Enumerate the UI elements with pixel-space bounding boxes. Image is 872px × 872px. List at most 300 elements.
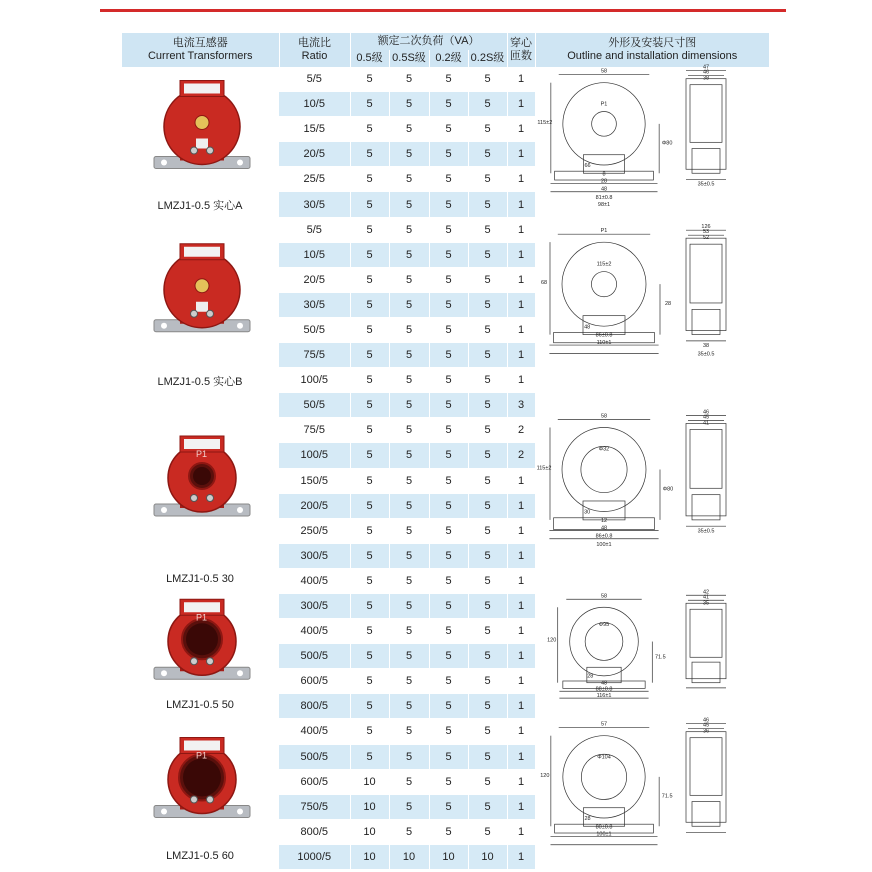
model-name: LMZJ1-0.5 50 — [166, 699, 234, 712]
header-product-en: Current Transformers — [147, 50, 253, 62]
burden-0.5s-cell: 5 — [389, 267, 429, 292]
burden-0.2s-cell: 5 — [468, 694, 507, 719]
burden-0.5s-cell: 5 — [389, 317, 429, 342]
svg-text:P1: P1 — [196, 750, 208, 761]
ratio-cell: 800/5 — [279, 694, 350, 719]
burden-0.2-cell: 5 — [429, 443, 468, 468]
burden-0.5s-cell: 5 — [389, 192, 429, 217]
burden-0.5s-cell: 5 — [389, 694, 429, 719]
burden-0.2s-cell: 5 — [468, 418, 507, 443]
burden-0.5-cell: 5 — [350, 393, 389, 418]
header-turns-label: 穿心匝数 — [510, 37, 532, 62]
turns-cell: 1 — [507, 242, 535, 267]
side-dimension-label: 35±0.5 — [697, 351, 714, 358]
transformer-photo — [122, 68, 278, 193]
burden-0.5s-cell: 5 — [389, 669, 429, 694]
front-dimension-label: Φ80 — [661, 140, 672, 147]
header-class: 0.2S级 — [468, 50, 507, 67]
burden-0.5-cell: 5 — [350, 317, 389, 342]
burden-0.5s-cell: 5 — [389, 393, 429, 418]
ratio-cell: 500/5 — [279, 744, 350, 769]
front-dimension-label: Φ80 — [662, 486, 673, 493]
burden-0.2-cell: 5 — [429, 393, 468, 418]
burden-0.2-cell: 5 — [429, 67, 468, 92]
burden-0.5-cell: 5 — [350, 443, 389, 468]
burden-0.2s-cell: 5 — [468, 543, 507, 568]
burden-0.2s-cell: 5 — [468, 468, 507, 493]
front-dimension-label: 28 — [600, 179, 607, 186]
turns-cell: 1 — [507, 744, 535, 769]
side-dimension-label: 38 — [702, 343, 709, 350]
product-cell — [122, 393, 279, 593]
front-dimension-label: 28 — [586, 673, 593, 680]
burden-0.2-cell: 5 — [429, 493, 468, 518]
front-dimension-label: 120 — [546, 637, 556, 644]
outline-drawing — [536, 717, 770, 868]
transformer-photo — [122, 219, 278, 369]
ratio-cell: 400/5 — [279, 619, 350, 644]
ratio-cell: 10/5 — [279, 92, 350, 117]
ratio-cell: 30/5 — [279, 192, 350, 217]
turns-cell: 1 — [507, 493, 535, 518]
burden-0.2s-cell: 5 — [468, 343, 507, 368]
burden-0.2-cell: 5 — [429, 468, 468, 493]
burden-0.2s-cell: 5 — [468, 493, 507, 518]
front-view — [562, 735, 644, 817]
front-dimension-label: 100±1 — [595, 542, 612, 549]
turns-cell: 1 — [507, 292, 535, 317]
ratio-cell: 1000/5 — [279, 844, 350, 869]
ratio-cell: 100/5 — [279, 443, 350, 468]
burden-0.5s-cell: 5 — [389, 92, 429, 117]
ratio-cell: 30/5 — [279, 292, 350, 317]
burden-0.5-cell: 5 — [350, 117, 389, 142]
front-dimension-label: P1 — [600, 101, 607, 108]
header-product — [122, 33, 279, 67]
front-dimension-label: 12 — [600, 518, 607, 525]
burden-0.5s-cell: 5 — [389, 493, 429, 518]
front-dimension-label: 28 — [664, 301, 671, 308]
side-dimension-label: 46 — [702, 409, 709, 416]
burden-0.5s-cell: 5 — [389, 218, 429, 243]
burden-0.2s-cell: 5 — [468, 167, 507, 192]
burden-0.5-cell: 10 — [350, 769, 389, 794]
side-dimension-label: 35±0.5 — [697, 181, 714, 188]
turns-cell: 1 — [507, 619, 535, 644]
ratio-cell: 5/5 — [279, 67, 350, 92]
burden-0.5-cell: 5 — [350, 343, 389, 368]
burden-0.2-cell: 5 — [429, 568, 468, 593]
burden-0.2s-cell: 5 — [468, 619, 507, 644]
side-dimension-label: 46 — [702, 717, 709, 724]
burden-0.5s-cell: 5 — [389, 142, 429, 167]
turns-cell: 1 — [507, 669, 535, 694]
front-dimension-label: 86±0.8 — [595, 533, 612, 540]
model-name: LMZJ1-0.5 60 — [166, 849, 234, 862]
ratio-cell: 400/5 — [279, 719, 350, 744]
burden-0.5s-cell: 5 — [389, 418, 429, 443]
turns-cell: 1 — [507, 368, 535, 393]
burden-0.5s-cell: 5 — [389, 167, 429, 192]
header-ratio-cn: 电流比 — [298, 37, 331, 49]
burden-0.5-cell: 5 — [350, 267, 389, 292]
front-dimension-label: 68 — [540, 280, 547, 287]
burden-0.2s-cell: 5 — [468, 644, 507, 669]
ratio-cell: 10/5 — [279, 242, 350, 267]
burden-0.2s-cell: 5 — [468, 669, 507, 694]
burden-0.5-cell: 5 — [350, 218, 389, 243]
outline-drawing — [536, 64, 770, 215]
turns-cell: 1 — [507, 117, 535, 142]
burden-0.5-cell: 5 — [350, 568, 389, 593]
turns-cell: 1 — [507, 568, 535, 593]
burden-0.5s-cell: 5 — [389, 518, 429, 543]
burden-0.2-cell: 5 — [429, 694, 468, 719]
table-row — [122, 218, 770, 243]
ratio-cell: 15/5 — [279, 117, 350, 142]
ratio-cell: 600/5 — [279, 669, 350, 694]
burden-0.5-cell: 5 — [350, 694, 389, 719]
turns-cell: 1 — [507, 543, 535, 568]
ratio-cell: 250/5 — [279, 518, 350, 543]
burden-0.2s-cell: 5 — [468, 267, 507, 292]
side-dimension-label: 36 — [702, 728, 709, 735]
front-dimension-label: 48 — [600, 525, 607, 532]
turns-cell: 1 — [507, 719, 535, 744]
burden-0.5s-cell: 10 — [389, 844, 429, 869]
burden-0.5s-cell: 5 — [389, 117, 429, 142]
front-dimension-label: 98±1 — [597, 202, 610, 209]
burden-0.2-cell: 5 — [429, 819, 468, 844]
burden-0.5s-cell: 5 — [389, 368, 429, 393]
burden-0.2s-cell: 5 — [468, 719, 507, 744]
burden-0.2-cell: 5 — [429, 418, 468, 443]
table-row — [122, 719, 770, 744]
burden-0.5-cell: 10 — [350, 819, 389, 844]
side-dimension-label: 41 — [702, 594, 709, 601]
header-turns — [507, 33, 535, 67]
burden-0.5-cell: 5 — [350, 242, 389, 267]
burden-0.2-cell: 5 — [429, 218, 468, 243]
ratio-cell: 50/5 — [279, 393, 350, 418]
header-burden: 额定二次负荷（VA） — [350, 33, 507, 50]
burden-0.5s-cell: 5 — [389, 292, 429, 317]
ratio-cell: 20/5 — [279, 267, 350, 292]
burden-0.2-cell: 5 — [429, 594, 468, 619]
spec-table — [122, 33, 770, 870]
turns-cell: 1 — [507, 468, 535, 493]
front-dimension-label: P1 — [600, 228, 607, 235]
burden-0.2-cell: 5 — [429, 794, 468, 819]
ratio-cell: 200/5 — [279, 493, 350, 518]
burden-0.5s-cell: 5 — [389, 744, 429, 769]
table-row — [122, 393, 770, 418]
front-dimension-label: 71.5 — [654, 654, 666, 661]
side-dimension-label: 35 — [702, 600, 709, 607]
front-dimension-label: 28 — [583, 815, 591, 822]
front-dimension-label: 100±1 — [595, 831, 612, 838]
front-dimension-label: 57 — [600, 721, 607, 728]
burden-0.2-cell: 10 — [429, 844, 468, 869]
side-dimension-label: 35±0.5 — [697, 528, 714, 535]
svg-text:P1: P1 — [196, 612, 208, 623]
outline-drawing — [536, 395, 770, 591]
side-dimension-label: 42 — [702, 589, 709, 596]
product-cell — [122, 594, 279, 719]
burden-0.2-cell: 5 — [429, 518, 468, 543]
burden-0.5-cell: 5 — [350, 292, 389, 317]
front-view — [569, 607, 638, 676]
turns-cell: 1 — [507, 343, 535, 368]
header-ratio-en: Ratio — [301, 50, 328, 62]
burden-0.2-cell: 5 — [429, 292, 468, 317]
front-dimension-label: 88±0.8 — [595, 686, 612, 693]
drawing-cell — [535, 589, 770, 719]
front-dimension-label: 81±0.8 — [595, 195, 612, 202]
turns-cell: 1 — [507, 769, 535, 794]
turns-cell: 1 — [507, 844, 535, 869]
burden-0.5-cell: 5 — [350, 594, 389, 619]
front-dimension-label: Φ104 — [596, 754, 611, 761]
burden-0.2-cell: 5 — [429, 368, 468, 393]
burden-0.2s-cell: 5 — [468, 744, 507, 769]
burden-0.5-cell: 5 — [350, 142, 389, 167]
burden-0.2s-cell: 5 — [468, 518, 507, 543]
burden-0.5-cell: 5 — [350, 669, 389, 694]
table-row — [122, 67, 770, 92]
turns-cell: 2 — [507, 443, 535, 468]
transformer-photo — [122, 721, 278, 846]
burden-0.5s-cell: 5 — [389, 543, 429, 568]
turns-cell: 1 — [507, 267, 535, 292]
burden-0.5-cell: 5 — [350, 368, 389, 393]
front-dimension-label: 48 — [600, 680, 607, 687]
front-dimension-label: 58 — [600, 593, 607, 600]
ratio-cell: 50/5 — [279, 317, 350, 342]
burden-0.2-cell: 5 — [429, 167, 468, 192]
header-class: 0.2级 — [429, 50, 468, 67]
drawing-cell — [535, 393, 770, 596]
front-dimension-label: 80±0.8 — [595, 824, 612, 831]
side-dimension-label: 46 — [702, 69, 709, 76]
burden-0.5-cell: 5 — [350, 418, 389, 443]
front-dimension-label: 48 — [600, 186, 607, 193]
side-dimension-label: 47 — [702, 64, 709, 71]
transformer-photo — [122, 395, 278, 569]
ratio-cell: 750/5 — [279, 794, 350, 819]
turns-cell: 1 — [507, 594, 535, 619]
burden-0.5s-cell: 5 — [389, 819, 429, 844]
burden-0.2-cell: 5 — [429, 242, 468, 267]
product-cell — [122, 218, 279, 393]
turns-cell: 1 — [507, 317, 535, 342]
model-name: LMZJ1-0.5 30 — [166, 573, 234, 586]
burden-0.2-cell: 5 — [429, 669, 468, 694]
side-dimension-label: 52 — [702, 235, 709, 242]
burden-0.2-cell: 5 — [429, 719, 468, 744]
burden-0.2s-cell: 5 — [468, 142, 507, 167]
drawing-cell — [535, 719, 770, 869]
burden-0.2-cell: 5 — [429, 744, 468, 769]
burden-0.5-cell: 5 — [350, 92, 389, 117]
burden-0.2s-cell: 5 — [468, 67, 507, 92]
burden-0.5s-cell: 5 — [389, 468, 429, 493]
burden-0.5-cell: 5 — [350, 644, 389, 669]
burden-0.2s-cell: 5 — [468, 218, 507, 243]
burden-0.5-cell: 5 — [350, 744, 389, 769]
ratio-cell: 75/5 — [279, 418, 350, 443]
front-dimension-label: 115±2 — [536, 120, 552, 127]
ratio-cell: 500/5 — [279, 644, 350, 669]
front-dimension-label: Φ95 — [598, 622, 609, 629]
transformer-photo — [122, 595, 278, 696]
burden-0.2s-cell: 5 — [468, 568, 507, 593]
product-cell — [122, 719, 279, 869]
burden-0.2s-cell: 5 — [468, 317, 507, 342]
front-dimension-label: 58 — [600, 68, 607, 75]
burden-0.2-cell: 5 — [429, 619, 468, 644]
burden-0.2s-cell: 5 — [468, 292, 507, 317]
model-name: LMZJ1-0.5 实心B — [157, 375, 243, 388]
side-dimension-label: 41 — [702, 420, 709, 427]
front-dimension-label: 48 — [583, 324, 590, 331]
burden-0.5s-cell: 5 — [389, 594, 429, 619]
drawing-cell — [535, 64, 770, 217]
burden-0.2-cell: 5 — [429, 769, 468, 794]
burden-0.5-cell: 5 — [350, 167, 389, 192]
burden-0.2-cell: 5 — [429, 644, 468, 669]
ratio-cell: 150/5 — [279, 468, 350, 493]
ratio-cell: 300/5 — [279, 594, 350, 619]
turns-cell: 1 — [507, 192, 535, 217]
header-class: 0.5级 — [350, 50, 389, 67]
header-outline-cn: 外形及安装尺寸图 — [608, 37, 697, 49]
front-view — [562, 242, 646, 326]
front-dimension-label: Φ32 — [598, 446, 609, 453]
header-outline — [535, 33, 770, 67]
burden-0.2s-cell: 10 — [468, 844, 507, 869]
burden-0.5s-cell: 5 — [389, 242, 429, 267]
front-dimension-label: 110±1 — [596, 340, 611, 347]
front-dimension-label: 71.5 — [661, 793, 673, 800]
burden-0.5-cell: 5 — [350, 518, 389, 543]
turns-cell: 2 — [507, 418, 535, 443]
burden-0.2-cell: 5 — [429, 92, 468, 117]
turns-cell: 1 — [507, 142, 535, 167]
side-dimension-label: 45 — [702, 722, 709, 729]
side-dimension-label: 53 — [702, 229, 709, 236]
header-ratio — [279, 33, 350, 67]
svg-text:P1: P1 — [196, 449, 208, 460]
ratio-cell: 100/5 — [279, 368, 350, 393]
turns-cell: 3 — [507, 393, 535, 418]
turns-cell: 1 — [507, 794, 535, 819]
turns-cell: 1 — [507, 518, 535, 543]
burden-0.2s-cell: 5 — [468, 242, 507, 267]
ratio-cell: 400/5 — [279, 568, 350, 593]
burden-0.2s-cell: 5 — [468, 794, 507, 819]
model-name: LMZJ1-0.5 实心A — [157, 200, 243, 213]
side-dimension-label: 38 — [702, 75, 709, 82]
turns-cell: 1 — [507, 694, 535, 719]
product-cell — [122, 67, 279, 217]
header-outline-en: Outline and installation dimensions — [567, 50, 738, 62]
burden-0.2-cell: 5 — [429, 192, 468, 217]
burden-0.5-cell: 10 — [350, 794, 389, 819]
drawing-cell — [535, 218, 770, 393]
burden-0.5-cell: 5 — [350, 719, 389, 744]
top-accent-bar — [100, 9, 786, 12]
burden-0.2s-cell: 5 — [468, 769, 507, 794]
burden-0.5s-cell: 5 — [389, 719, 429, 744]
ratio-cell: 600/5 — [279, 769, 350, 794]
front-dimension-label: 116±1 — [596, 693, 611, 700]
burden-0.5s-cell: 5 — [389, 794, 429, 819]
burden-0.5-cell: 5 — [350, 543, 389, 568]
ratio-cell: 20/5 — [279, 142, 350, 167]
burden-0.5s-cell: 5 — [389, 769, 429, 794]
burden-0.5s-cell: 5 — [389, 343, 429, 368]
front-dimension-label: 66 — [583, 163, 591, 170]
side-dimension-label: 45 — [702, 414, 709, 421]
front-dimension-label: 8 — [601, 171, 606, 178]
burden-0.5-cell: 5 — [350, 192, 389, 217]
burden-0.2-cell: 5 — [429, 117, 468, 142]
burden-0.2s-cell: 5 — [468, 368, 507, 393]
header-class: 0.5S级 — [389, 50, 429, 67]
burden-0.2-cell: 5 — [429, 343, 468, 368]
ratio-cell: 5/5 — [279, 218, 350, 243]
ratio-cell: 800/5 — [279, 819, 350, 844]
burden-0.5-cell: 5 — [350, 67, 389, 92]
ratio-cell: 25/5 — [279, 167, 350, 192]
burden-0.2s-cell: 5 — [468, 443, 507, 468]
front-dimension-label: 86±0.8 — [595, 332, 612, 339]
burden-0.2s-cell: 5 — [468, 594, 507, 619]
front-dimension-label: 30 — [583, 509, 590, 516]
outline-drawing — [536, 219, 770, 391]
side-dimension-label: 126 — [700, 224, 711, 231]
burden-0.2-cell: 5 — [429, 543, 468, 568]
burden-0.5-cell: 5 — [350, 493, 389, 518]
burden-0.2s-cell: 5 — [468, 393, 507, 418]
burden-0.2s-cell: 5 — [468, 117, 507, 142]
table-row — [122, 594, 770, 619]
burden-0.5s-cell: 5 — [389, 619, 429, 644]
header-product-cn: 电流互感器 — [172, 37, 228, 49]
turns-cell: 1 — [507, 218, 535, 243]
burden-0.5-cell: 5 — [350, 468, 389, 493]
burden-0.5-cell: 10 — [350, 844, 389, 869]
burden-0.2s-cell: 5 — [468, 92, 507, 117]
burden-0.2s-cell: 5 — [468, 192, 507, 217]
burden-0.5s-cell: 5 — [389, 443, 429, 468]
turns-cell: 1 — [507, 92, 535, 117]
front-dimension-label: 120 — [539, 772, 549, 779]
turns-cell: 1 — [507, 644, 535, 669]
front-view — [562, 428, 646, 512]
turns-cell: 1 — [507, 819, 535, 844]
ratio-cell: 300/5 — [279, 543, 350, 568]
front-view — [562, 83, 644, 165]
burden-0.2-cell: 5 — [429, 267, 468, 292]
outline-drawing — [536, 589, 770, 718]
burden-0.2-cell: 5 — [429, 317, 468, 342]
burden-0.5s-cell: 5 — [389, 644, 429, 669]
turns-cell: 1 — [507, 167, 535, 192]
burden-0.2s-cell: 5 — [468, 819, 507, 844]
front-dimension-label: 115±2 — [596, 261, 611, 268]
